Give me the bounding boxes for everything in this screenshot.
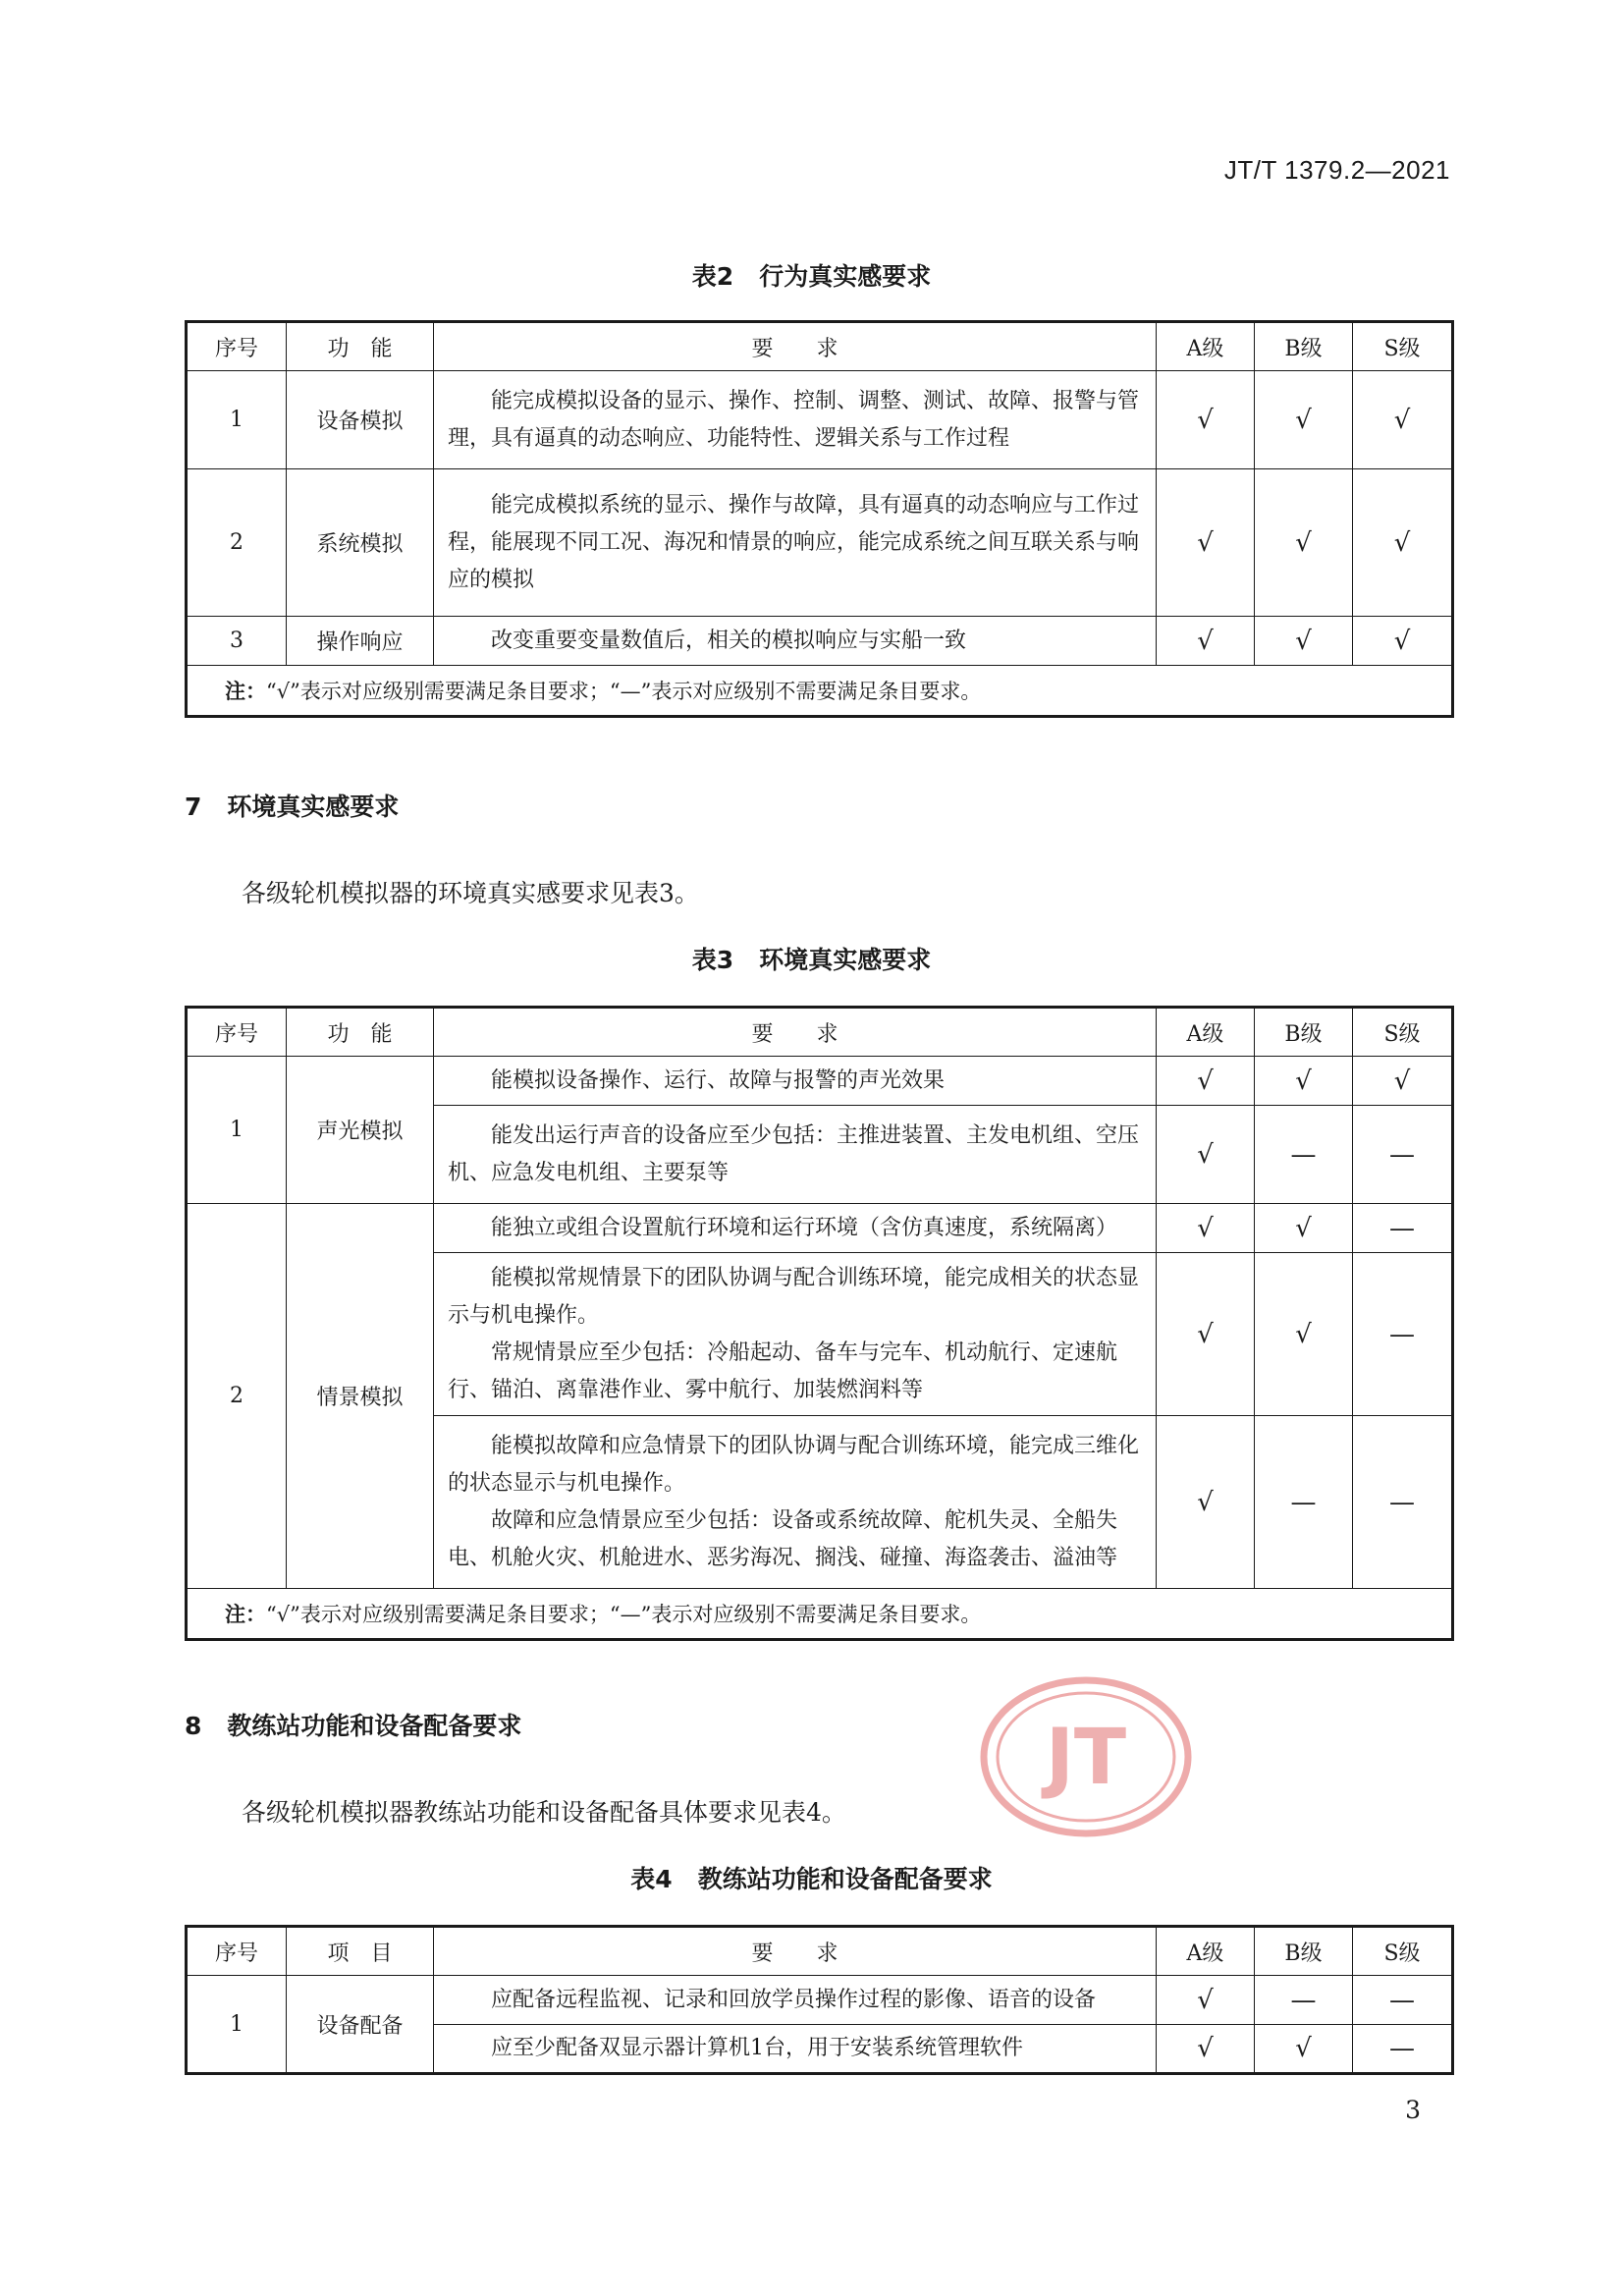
table-row: [187, 1204, 1453, 1253]
row-number: 1: [187, 1057, 287, 1204]
grade-b-mark: √: [1255, 469, 1353, 617]
section-number: 7: [185, 793, 202, 821]
table2-note-row: [187, 666, 1453, 717]
row-requirement: [434, 469, 1157, 617]
table4-caption-title: 教练站功能和设备配备要求: [697, 1865, 993, 1893]
grade-a-mark: √: [1157, 1057, 1255, 1106]
note-label: 注：: [225, 680, 266, 703]
table3-caption: [0, 941, 1623, 976]
grade-a-mark: √: [1157, 1976, 1255, 2025]
table3-header-func: 功 能: [287, 1008, 434, 1057]
row-requirement: [434, 1416, 1157, 1589]
row-function: 情景模拟: [287, 1204, 434, 1589]
table3-caption-title: 环境真实感要求: [759, 946, 932, 974]
requirement-text: 能模拟故障和应急情景下的团队协调与配合训练环境，能完成三维化的状态显示与机电操作。: [448, 1433, 1140, 1496]
grade-s-mark: —: [1353, 1204, 1453, 1253]
section-title: 教练站功能和设备配备要求: [227, 1712, 522, 1740]
table4-header-item: 项 目: [287, 1927, 434, 1976]
grade-s-mark: √: [1353, 371, 1453, 469]
grade-a-mark: √: [1157, 617, 1255, 666]
row-number: 2: [187, 1204, 287, 1589]
table3-caption-number: 表3: [691, 946, 734, 974]
grade-b-mark: √: [1255, 617, 1353, 666]
table2-header-no: 序号: [187, 322, 287, 371]
grade-s-mark: —: [1353, 1976, 1453, 2025]
table3-header-no: 序号: [187, 1008, 287, 1057]
row-function: 设备模拟: [287, 371, 434, 469]
row-item: 设备配备: [287, 1976, 434, 2074]
requirement-text: 故障和应急情景应至少包括：设备或系统故障、舵机失灵、全船失电、机舱火灾、机舱进水、恶劣海况、搁浅、碰撞、海盗袭击、溢油等: [448, 1507, 1118, 1570]
requirement-text: 能模拟设备操作、运行、故障与报警的声光效果: [491, 1067, 946, 1093]
table4-header-a: A级: [1157, 1927, 1255, 1976]
section-title: 环境真实感要求: [227, 793, 400, 821]
grade-b-mark: √: [1255, 1057, 1353, 1106]
table2-caption-number: 表2: [691, 262, 734, 291]
requirement-text: 改变重要变量数值后，相关的模拟响应与实船一致: [491, 628, 967, 653]
table3-header-req: 要 求: [434, 1008, 1157, 1057]
row-number: 1: [187, 1976, 287, 2074]
table-row: [187, 371, 1453, 469]
grade-b-mark: √: [1255, 1253, 1353, 1416]
grade-a-mark: √: [1157, 371, 1255, 469]
grade-b-mark: √: [1255, 2025, 1353, 2074]
table3-header-b: B级: [1255, 1008, 1353, 1057]
jt-stamp-watermark: [978, 1673, 1194, 1840]
table2-header-a: A级: [1157, 322, 1255, 371]
table-row: [187, 1976, 1453, 2025]
table-row: [187, 469, 1453, 617]
table3-note: [187, 1589, 1453, 1640]
row-function: 系统模拟: [287, 469, 434, 617]
table4-caption-number: 表4: [630, 1865, 673, 1893]
row-requirement: [434, 1106, 1157, 1204]
table-row: [187, 617, 1453, 666]
section-number: 8: [185, 1712, 202, 1740]
table4-header-no: 序号: [187, 1927, 287, 1976]
note-label: 注：: [225, 1603, 266, 1626]
table3-header-a: A级: [1157, 1008, 1255, 1057]
row-number: 2: [187, 469, 287, 617]
table2-caption: [0, 257, 1623, 293]
grade-b-mark: —: [1255, 1976, 1353, 2025]
grade-s-mark: √: [1353, 469, 1453, 617]
grade-s-mark: —: [1353, 2025, 1453, 2074]
grade-a-mark: √: [1157, 2025, 1255, 2074]
table3: [185, 1006, 1454, 1641]
section-7-paragraph: 各级轮机模拟器的环境真实感要求见表3。: [242, 879, 699, 907]
document-number: JT/T 1379.2—2021: [1223, 155, 1450, 185]
grade-s-mark: —: [1353, 1416, 1453, 1589]
table2-header-s: S级: [1353, 322, 1453, 371]
row-function: 声光模拟: [287, 1057, 434, 1204]
table2-header-req: 要 求: [434, 322, 1157, 371]
grade-a-mark: √: [1157, 1106, 1255, 1204]
row-requirement: [434, 2025, 1157, 2074]
grade-s-mark: —: [1353, 1106, 1453, 1204]
grade-s-mark: √: [1353, 617, 1453, 666]
table2-header-row: [187, 322, 1453, 371]
grade-a-mark: √: [1157, 1253, 1255, 1416]
grade-b-mark: —: [1255, 1416, 1353, 1589]
table4-header-b: B级: [1255, 1927, 1353, 1976]
table4-header-s: S级: [1353, 1927, 1453, 1976]
table3-note-row: [187, 1589, 1453, 1640]
page-number: 3: [1405, 2096, 1421, 2124]
requirement-text: 应配备远程监视、记录和回放学员操作过程的影像、语音的设备: [491, 1987, 1097, 2012]
row-requirement: [434, 617, 1157, 666]
requirement-text: 能模拟常规情景下的团队协调与配合训练环境，能完成相关的状态显示与机电操作。: [448, 1265, 1140, 1328]
row-function: 操作响应: [287, 617, 434, 666]
row-requirement: [434, 1057, 1157, 1106]
table2-note: [187, 666, 1453, 717]
requirement-text: 常规情景应至少包括：冷船起动、备车与完车、机动航行、定速航行、锚泊、离靠港作业、雾中航行、加装燃润料等: [448, 1339, 1118, 1402]
table3-header-s: S级: [1353, 1008, 1453, 1057]
table4: [185, 1925, 1454, 2075]
requirement-text: 能完成模拟系统的显示、操作与故障，具有逼真的动态响应与工作过程，能展现不同工况、海况和情景的响应，能完成系统之间互联关系与响应的模拟: [448, 492, 1140, 592]
note-text: “√”表示对应级别需要满足条目要求；“—”表示对应级别不需要满足条目要求。: [266, 1603, 982, 1626]
section-8-paragraph: 各级轮机模拟器教练站功能和设备配备具体要求见表4。: [242, 1798, 846, 1827]
table2-header-func: 功 能: [287, 322, 434, 371]
table4-caption: [0, 1860, 1623, 1895]
row-requirement: [434, 1976, 1157, 2025]
table3-header-row: [187, 1008, 1453, 1057]
table4-header-row: [187, 1927, 1453, 1976]
row-requirement: [434, 1204, 1157, 1253]
table-row: [187, 1057, 1453, 1106]
requirement-text: 能独立或组合设置航行环境和运行环境（含仿真速度，系统隔离）: [491, 1215, 1118, 1240]
requirement-text: 能发出运行声音的设备应至少包括：主推进装置、主发电机组、空压机、应急发电机组、主要泵等: [448, 1122, 1140, 1185]
table2-caption-title: 行为真实感要求: [759, 262, 932, 291]
table4-header-req: 要 求: [434, 1927, 1157, 1976]
grade-s-mark: √: [1353, 1057, 1453, 1106]
requirement-text: 应至少配备双显示器计算机1台，用于安装系统管理软件: [491, 2036, 1023, 2060]
section-7-heading: [185, 788, 399, 823]
table2-header-b: B级: [1255, 322, 1353, 371]
row-requirement: [434, 1253, 1157, 1416]
note-text: “√”表示对应级别需要满足条目要求；“—”表示对应级别不需要满足条目要求。: [266, 680, 982, 703]
grade-a-mark: √: [1157, 469, 1255, 617]
grade-a-mark: √: [1157, 1416, 1255, 1589]
grade-b-mark: √: [1255, 371, 1353, 469]
grade-b-mark: √: [1255, 1204, 1353, 1253]
stamp-text: JT: [1045, 1714, 1127, 1802]
section-8-heading: [185, 1707, 521, 1742]
row-number: 3: [187, 617, 287, 666]
grade-b-mark: —: [1255, 1106, 1353, 1204]
table2: [185, 320, 1454, 718]
row-requirement: [434, 371, 1157, 469]
row-number: 1: [187, 371, 287, 469]
grade-s-mark: —: [1353, 1253, 1453, 1416]
grade-a-mark: √: [1157, 1204, 1255, 1253]
requirement-text: 能完成模拟设备的显示、操作、控制、调整、测试、故障、报警与管理，具有逼真的动态响应、功能特性、逻辑关系与工作过程: [448, 388, 1140, 451]
